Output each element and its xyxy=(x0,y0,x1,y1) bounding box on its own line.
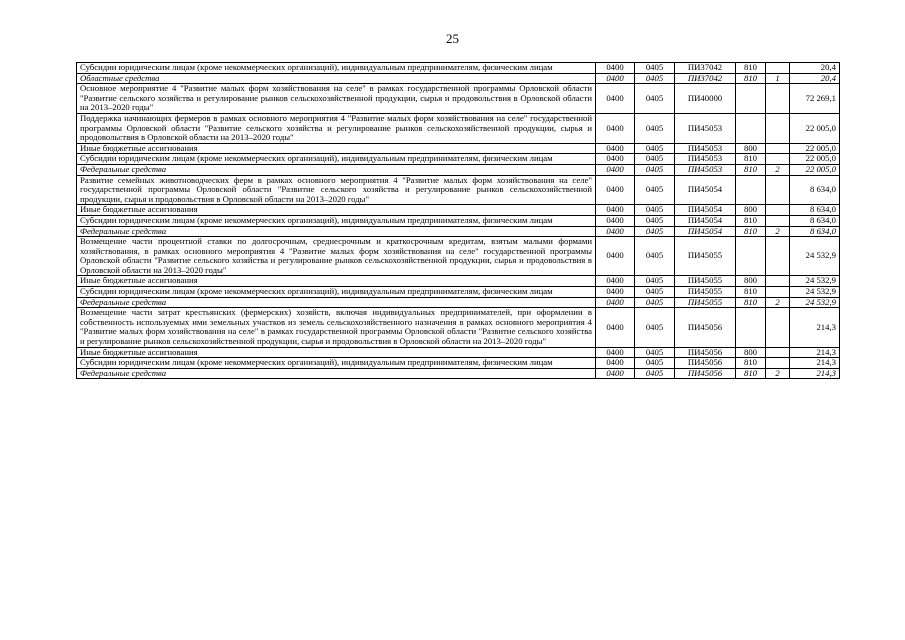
expense-type-code: 800 xyxy=(736,276,766,287)
section-code: 0400 xyxy=(596,368,635,379)
table-row xyxy=(77,73,840,84)
target-article-code: ПИ45055 xyxy=(675,276,736,287)
section-code: 0400 xyxy=(596,287,635,298)
row-amount: 8 634,0 xyxy=(790,215,840,226)
subsection-code: 0405 xyxy=(635,84,675,114)
expense-type-code xyxy=(736,175,766,205)
section-code: 0400 xyxy=(596,175,635,205)
funding-source-code xyxy=(766,205,790,216)
funding-source-code xyxy=(766,143,790,154)
section-code: 0400 xyxy=(596,164,635,175)
funding-source-code xyxy=(766,154,790,165)
target-article-code: ПИ45054 xyxy=(675,226,736,237)
subsection-code: 0405 xyxy=(635,308,675,347)
subsection-code: 0405 xyxy=(635,215,675,226)
row-amount: 24 532,9 xyxy=(790,287,840,298)
subsection-code: 0405 xyxy=(635,63,675,74)
section-code: 0400 xyxy=(596,276,635,287)
funding-source-code xyxy=(766,358,790,369)
section-code: 0400 xyxy=(596,215,635,226)
section-code: 0400 xyxy=(596,237,635,276)
section-code: 0400 xyxy=(596,205,635,216)
row-amount: 24 532,9 xyxy=(790,276,840,287)
table-row xyxy=(77,276,840,287)
expense-type-code: 810 xyxy=(736,154,766,165)
section-code: 0400 xyxy=(596,84,635,114)
row-amount: 20,4 xyxy=(790,73,840,84)
row-amount: 22 005,0 xyxy=(790,154,840,165)
expense-type-code: 800 xyxy=(736,205,766,216)
subsection-code: 0405 xyxy=(635,164,675,175)
funding-source-code: 2 xyxy=(766,164,790,175)
row-amount: 22 005,0 xyxy=(790,164,840,175)
table-row xyxy=(77,368,840,379)
row-amount: 24 532,9 xyxy=(790,237,840,276)
funding-source-code xyxy=(766,237,790,276)
subsection-code: 0405 xyxy=(635,368,675,379)
row-description: Поддержка начинающих фермеров в рамках основного мероприятия 4 "Развитие малых форм хозяйствования на селе" государственной программы Орловской области "Развитие сельского хозяйства и регулирование рынков сельскохозяйственной продукции, сырья и продовольствия в Орловской области на 2013–2020 годы" xyxy=(77,113,596,143)
table-row xyxy=(77,358,840,369)
funding-source-code: 2 xyxy=(766,297,790,308)
table-row xyxy=(77,154,840,165)
section-code: 0400 xyxy=(596,154,635,165)
target-article-code: ПИ45056 xyxy=(675,368,736,379)
table-row xyxy=(77,237,840,276)
section-code: 0400 xyxy=(596,297,635,308)
table-row xyxy=(77,347,840,358)
target-article-code: ПИ45054 xyxy=(675,205,736,216)
table-row xyxy=(77,113,840,143)
subsection-code: 0405 xyxy=(635,358,675,369)
table-row xyxy=(77,287,840,298)
subsection-code: 0405 xyxy=(635,287,675,298)
row-amount: 24 532,9 xyxy=(790,297,840,308)
row-amount: 8 634,0 xyxy=(790,175,840,205)
row-description: Субсидии юридическим лицам (кроме некоммерческих организаций), индивидуальным предпринимателям, физическим лицам xyxy=(77,215,596,226)
subsection-code: 0405 xyxy=(635,297,675,308)
row-amount: 214,3 xyxy=(790,368,840,379)
subsection-code: 0405 xyxy=(635,226,675,237)
funding-source-code xyxy=(766,347,790,358)
expense-type-code: 810 xyxy=(736,368,766,379)
expense-type-code: 810 xyxy=(736,358,766,369)
section-code: 0400 xyxy=(596,63,635,74)
expense-type-code: 800 xyxy=(736,143,766,154)
funding-source-code xyxy=(766,113,790,143)
funding-source-code: 1 xyxy=(766,73,790,84)
section-code: 0400 xyxy=(596,358,635,369)
section-code: 0400 xyxy=(596,73,635,84)
expense-type-code: 810 xyxy=(736,164,766,175)
target-article-code: ПИ45055 xyxy=(675,297,736,308)
expense-type-code: 810 xyxy=(736,63,766,74)
row-amount: 22 005,0 xyxy=(790,143,840,154)
funding-source-code xyxy=(766,215,790,226)
funding-source-code: 2 xyxy=(766,226,790,237)
target-article-code: ПИ45053 xyxy=(675,113,736,143)
row-description: Иные бюджетные ассигнования xyxy=(77,276,596,287)
funding-source-code xyxy=(766,287,790,298)
target-article-code: ПИ45053 xyxy=(675,154,736,165)
row-amount: 214,3 xyxy=(790,308,840,347)
target-article-code: ПИ37042 xyxy=(675,63,736,74)
table-row xyxy=(77,63,840,74)
section-code: 0400 xyxy=(596,143,635,154)
row-amount: 214,3 xyxy=(790,358,840,369)
expense-type-code xyxy=(736,237,766,276)
target-article-code: ПИ40000 xyxy=(675,84,736,114)
subsection-code: 0405 xyxy=(635,113,675,143)
row-description: Возмещение части затрат крестьянских (фермерских) хозяйств, включая индивидуальных предпринимателей, при оформлении в собственность используемых ими земельных участков из земель сельскохозяйственного назначения в рамках основного мероприятия 4 "Развитие малых форм хозяйствования на селе" в рамках государственной программы Орловской области "Развитие сельского хозяйства и регулирование рынков сельскохозяйственной продукции, сырья и продовольствия в Орловской области на 2013–2020 годы" xyxy=(77,308,596,347)
row-amount: 20,4 xyxy=(790,63,840,74)
target-article-code: ПИ45056 xyxy=(675,308,736,347)
section-code: 0400 xyxy=(596,308,635,347)
table-row xyxy=(77,143,840,154)
row-description: Федеральные средства xyxy=(77,368,596,379)
section-code: 0400 xyxy=(596,113,635,143)
row-description: Субсидии юридическим лицам (кроме некоммерческих организаций), индивидуальным предпринимателям, физическим лицам xyxy=(77,287,596,298)
subsection-code: 0405 xyxy=(635,205,675,216)
page-number: 25 xyxy=(446,31,459,46)
table-row xyxy=(77,297,840,308)
row-description: Федеральные средства xyxy=(77,226,596,237)
table-row xyxy=(77,215,840,226)
row-description: Иные бюджетные ассигнования xyxy=(77,347,596,358)
table-row xyxy=(77,226,840,237)
budget-table xyxy=(76,62,840,379)
row-description: Субсидии юридическим лицам (кроме некоммерческих организаций), индивидуальным предпринимателям, физическим лицам xyxy=(77,358,596,369)
row-amount: 22 005,0 xyxy=(790,113,840,143)
table-row xyxy=(77,175,840,205)
target-article-code: ПИ45054 xyxy=(675,175,736,205)
subsection-code: 0405 xyxy=(635,73,675,84)
row-amount: 8 634,0 xyxy=(790,205,840,216)
expense-type-code xyxy=(736,113,766,143)
target-article-code: ПИ45055 xyxy=(675,287,736,298)
subsection-code: 0405 xyxy=(635,154,675,165)
target-article-code: ПИ45054 xyxy=(675,215,736,226)
subsection-code: 0405 xyxy=(635,175,675,205)
row-amount: 8 634,0 xyxy=(790,226,840,237)
expense-type-code: 800 xyxy=(736,347,766,358)
target-article-code: ПИ45055 xyxy=(675,237,736,276)
target-article-code: ПИ45056 xyxy=(675,358,736,369)
expense-type-code: 810 xyxy=(736,73,766,84)
funding-source-code xyxy=(766,63,790,74)
section-code: 0400 xyxy=(596,226,635,237)
table-body xyxy=(77,63,840,379)
funding-source-code xyxy=(766,276,790,287)
target-article-code: ПИ45053 xyxy=(675,164,736,175)
row-description: Иные бюджетные ассигнования xyxy=(77,143,596,154)
row-description: Субсидии юридическим лицам (кроме некоммерческих организаций), индивидуальным предпринимателям, физическим лицам xyxy=(77,154,596,165)
funding-source-code xyxy=(766,84,790,114)
subsection-code: 0405 xyxy=(635,143,675,154)
expense-type-code xyxy=(736,308,766,347)
expense-type-code: 810 xyxy=(736,297,766,308)
subsection-code: 0405 xyxy=(635,347,675,358)
row-description: Федеральные средства xyxy=(77,297,596,308)
row-description: Субсидии юридическим лицам (кроме некоммерческих организаций), индивидуальным предпринимателям, физическим лицам xyxy=(77,63,596,74)
target-article-code: ПИ37042 xyxy=(675,73,736,84)
row-description: Возмещение части процентной ставки по долгосрочным, среднесрочным и краткосрочным кредитам, взятым малыми формами хозяйствования, в рамках основного мероприятия 4 "Развитие малых форм хозяйствования на селе" государственной программы Орловской области "Развитие сельского хозяйства и регулирование рынков сельскохозяйственной продукции, сырья и продовольствия в Орловской области на 2013–2020 годы" xyxy=(77,237,596,276)
subsection-code: 0405 xyxy=(635,237,675,276)
expense-type-code: 810 xyxy=(736,287,766,298)
expense-type-code xyxy=(736,84,766,114)
expense-type-code: 810 xyxy=(736,226,766,237)
funding-source-code: 2 xyxy=(766,368,790,379)
row-description: Областные средства xyxy=(77,73,596,84)
table-row xyxy=(77,84,840,114)
table-row xyxy=(77,308,840,347)
funding-source-code xyxy=(766,308,790,347)
row-amount: 72 269,1 xyxy=(790,84,840,114)
table-row xyxy=(77,205,840,216)
row-amount: 214,3 xyxy=(790,347,840,358)
subsection-code: 0405 xyxy=(635,276,675,287)
section-code: 0400 xyxy=(596,347,635,358)
expense-type-code: 810 xyxy=(736,215,766,226)
row-description: Основное мероприятие 4 "Развитие малых форм хозяйствования на селе" в рамках государственной программы Орловской области "Развитие сельского хозяйства и регулирование рынков сельскохозяйственной продукции, сырья и продовольствия в Орловской области на 2013–2020 годы" xyxy=(77,84,596,114)
row-description: Развитие семейных животноводческих ферм в рамках основного мероприятия 4 "Развитие малых форм хозяйствования на селе" государственной программы Орловской области "Развитие сельского хозяйства и регулирование рынков сельскохозяйственной продукции, сырья и продовольствия в Орловской области на 2013–2020 годы" xyxy=(77,175,596,205)
row-description: Иные бюджетные ассигнования xyxy=(77,205,596,216)
target-article-code: ПИ45053 xyxy=(675,143,736,154)
table-row xyxy=(77,164,840,175)
target-article-code: ПИ45056 xyxy=(675,347,736,358)
funding-source-code xyxy=(766,175,790,205)
row-description: Федеральные средства xyxy=(77,164,596,175)
